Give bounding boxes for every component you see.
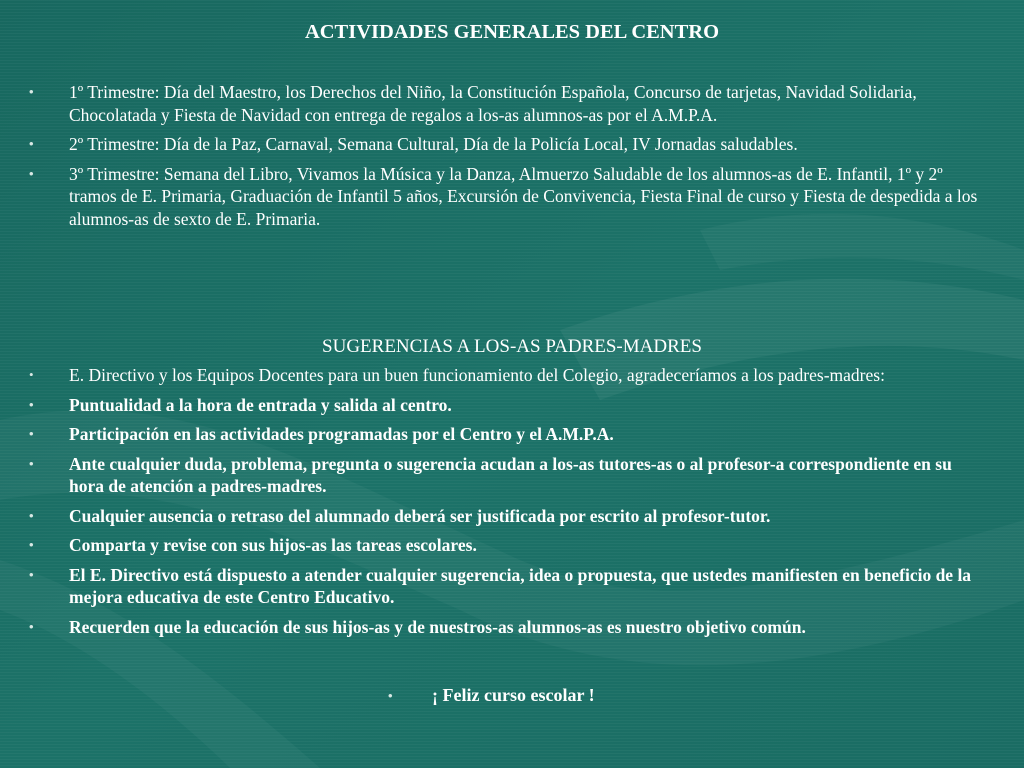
bullet-icon: • [29,507,34,523]
bullet-icon: • [29,165,34,181]
suggestions-title: SUGERENCIAS A LOS-AS PADRES-MADRES [322,336,702,357]
bullet-icon: • [29,566,34,582]
list-item [0,163,989,231]
list-item [0,364,989,387]
bullet-icon: • [29,136,34,151]
list-item [0,534,989,557]
activities-list [0,81,989,237]
list-item [0,564,989,609]
suggestion-text: El E. Directivo está dispuesto a atender cualquier sugerencia, idea o propuesta, que ustedes manifiesten en beneficio de la mejora educativa de este Centro Educativo. [69,564,972,607]
list-item [0,394,989,417]
bullet-icon: • [29,537,34,552]
suggestion-text: Ante cualquier duda, problema, pregunta o sugerencia acudan a los-as tutores-as o al profesor-a correspondiente en su hora de atención a padres-madres. [69,453,952,496]
suggestion-text: Puntualidad a la hora de entrada y salida al centro. [69,394,452,415]
closing-text: ¡ Feliz curso escolar ! [432,685,595,705]
suggestion-text: Cualquier ausencia o retraso del alumnado deberá ser justificada por escrito al profesor-tutor. [69,505,771,526]
bullet-icon: • [29,396,34,412]
bullet-icon: • [29,618,34,634]
suggestion-text: Recuerden que la educación de sus hijos-as y de nuestros-as alumnos-as es nuestro objetivo común. [69,616,806,637]
list-item [0,81,989,126]
bullet-icon: • [29,426,34,441]
list-item [0,616,989,639]
list-item [0,133,989,156]
list-item [0,453,989,498]
bullet-icon: • [29,84,34,99]
bullet-icon: • [29,367,34,382]
slide-title: ACTIVIDADES GENERALES DEL CENTRO [304,21,720,43]
list-item [0,505,989,528]
bullet-icon: • [388,688,393,703]
activity-text: 3º Trimestre: Semana del Libro, Vivamos la Música y la Danza, Almuerzo Saludable de los alumnos-as de E. Infantil, 1º y 2º tramos de E. Primaria, Graduación de Infantil 5 años, Excursión de Convivencia, Fiesta Final de curso y Fiesta de despedida a los alumnos-as de sexto de E. Primaria. [69,163,978,229]
list-item [0,423,989,446]
suggestions-list [0,364,989,645]
bullet-icon: • [29,455,34,471]
activity-text: 2º Trimestre: Día de la Paz, Carnaval, Semana Cultural, Día de la Policía Local, IV Jornadas saludables. [69,134,798,154]
suggestion-text: Participación en las actividades programadas por el Centro y el A.M.P.A. [69,424,614,444]
activity-text: 1º Trimestre: Día del Maestro, los Derechos del Niño, la Constitución Española, Concurso de tarjetas, Navidad Solidaria, Chocolatada y Fiesta de Navidad con entrega de regalos a los-as alumnos-as por el A.M.P.A. [69,82,917,125]
suggestion-text: Comparta y revise con sus hijos-as las tareas escolares. [69,535,477,555]
suggestion-text: E. Directivo y los Equipos Docentes para un buen funcionamiento del Colegio, agradeceríamos a los padres-madres: [69,365,885,385]
